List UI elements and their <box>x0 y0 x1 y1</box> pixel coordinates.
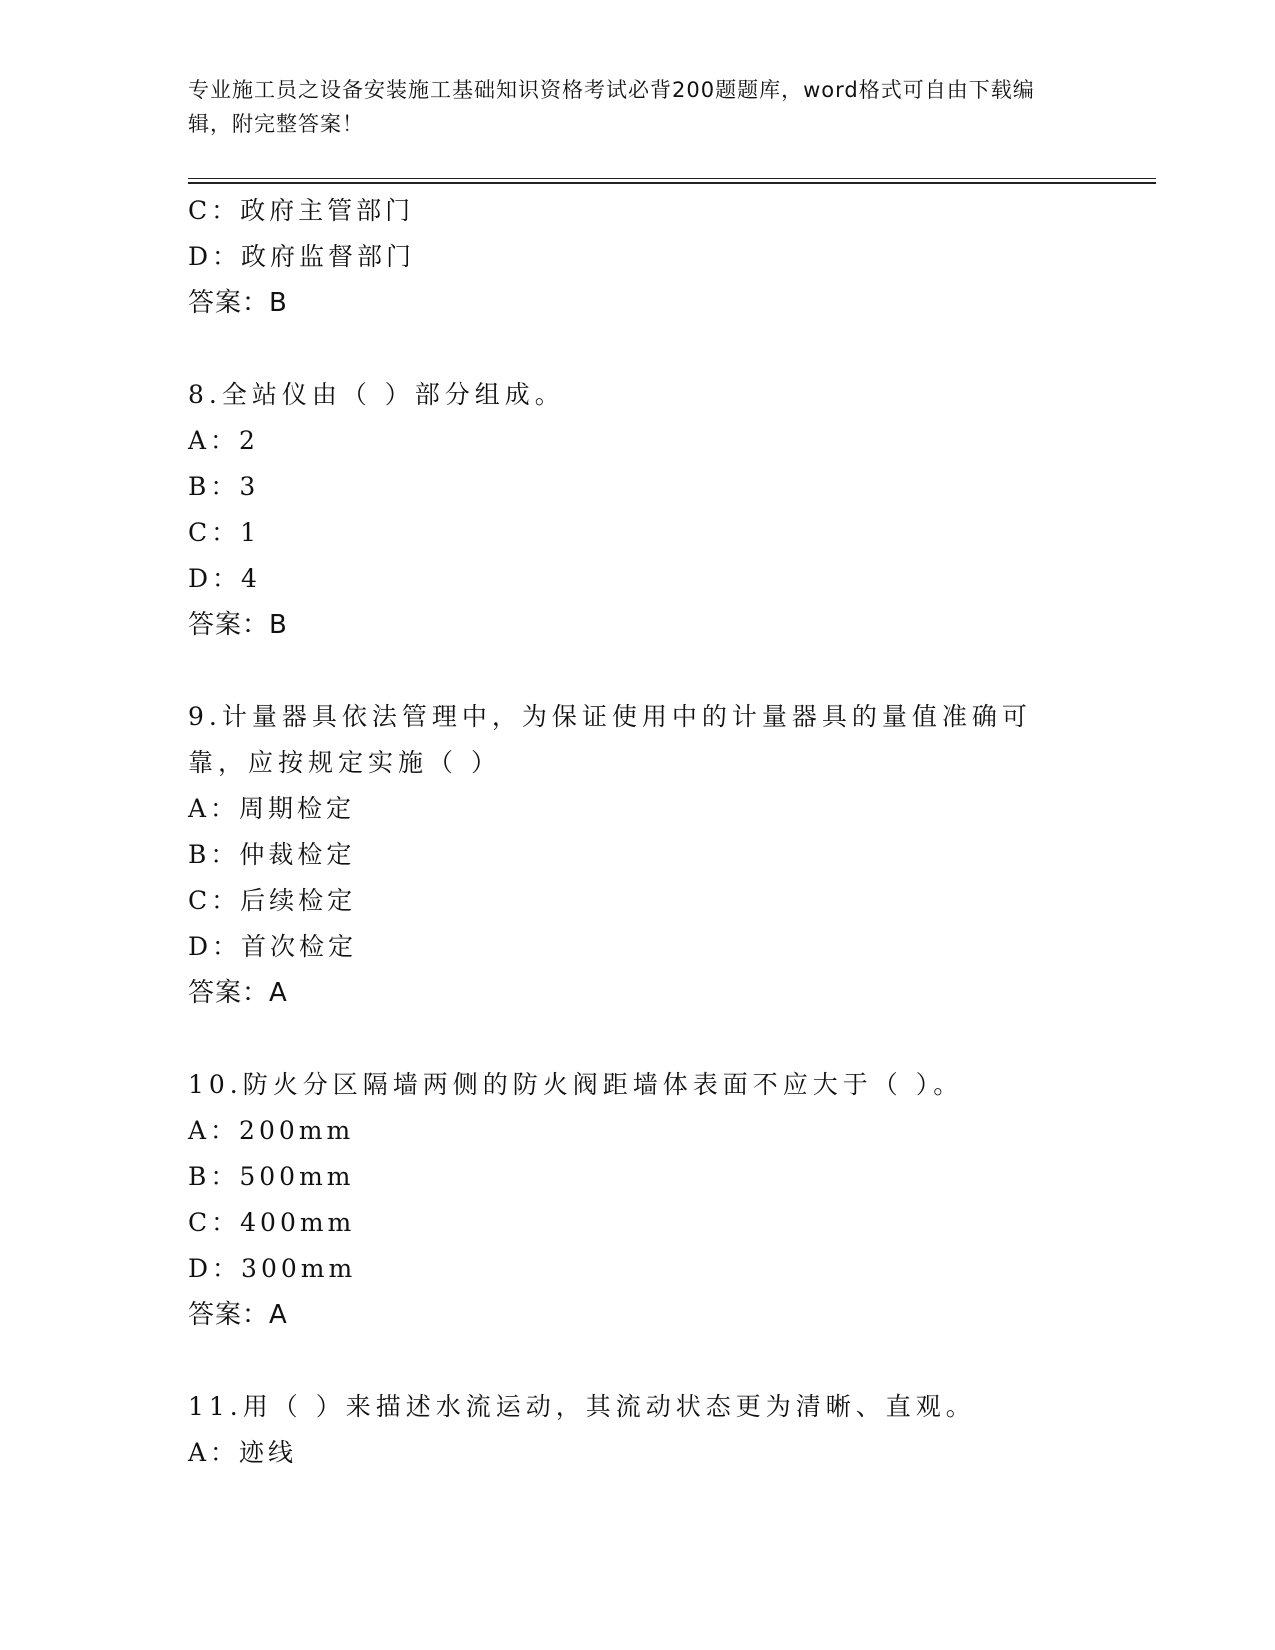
answer-option: C：后续检定 <box>188 886 357 915</box>
question-spacer <box>188 1016 1156 1062</box>
answer-option: D：300mm <box>188 1254 357 1283</box>
answer-line: 答案：A <box>188 1300 288 1330</box>
question-text: 11.用（ ）来描述水流运动，其流动状态更为清晰、直观。 <box>188 1392 976 1421</box>
document-header: 专业施工员之设备安装施工基础知识资格考试必背200题题库，word格式可自由下载编辑，附完整答案！ <box>188 78 1035 136</box>
question-text: 8.全站仪由（ ）部分组成。 <box>188 380 565 409</box>
answer-option: A：200mm <box>188 1116 355 1145</box>
answer-option: B：仲裁检定 <box>188 840 356 869</box>
answer-option: C：400mm <box>188 1208 356 1237</box>
question-spacer <box>188 326 1156 372</box>
question-text: 9.计量器具依法管理中，为保证使用中的计量器具的量值准确可靠，应按规定实施（ ） <box>188 702 1032 777</box>
answer-option: B：500mm <box>188 1162 355 1191</box>
answer-option: C：政府主管部门 <box>188 196 415 225</box>
question-spacer <box>188 648 1156 694</box>
answer-line: 答案：A <box>188 978 288 1008</box>
answer-option: A：迹线 <box>188 1438 298 1467</box>
question-spacer <box>188 1338 1156 1384</box>
answer-option: A：2 <box>188 426 259 455</box>
answer-option: A：周期检定 <box>188 794 356 823</box>
header-divider-thin <box>188 178 1156 179</box>
answer-option: D：政府监督部门 <box>188 242 416 271</box>
answer-option: C：1 <box>188 518 261 547</box>
question-text: 10.防火分区隔墙两侧的防火阀距墙体表面不应大于（ ）。 <box>188 1070 964 1099</box>
answer-line: 答案：B <box>188 610 288 640</box>
answer-line: 答案：B <box>188 288 288 318</box>
question-list <box>188 188 1156 1476</box>
header-divider-thick <box>188 182 1156 184</box>
answer-option: D：4 <box>188 564 261 593</box>
answer-option: D：首次检定 <box>188 932 358 961</box>
answer-option: B：3 <box>188 472 260 501</box>
